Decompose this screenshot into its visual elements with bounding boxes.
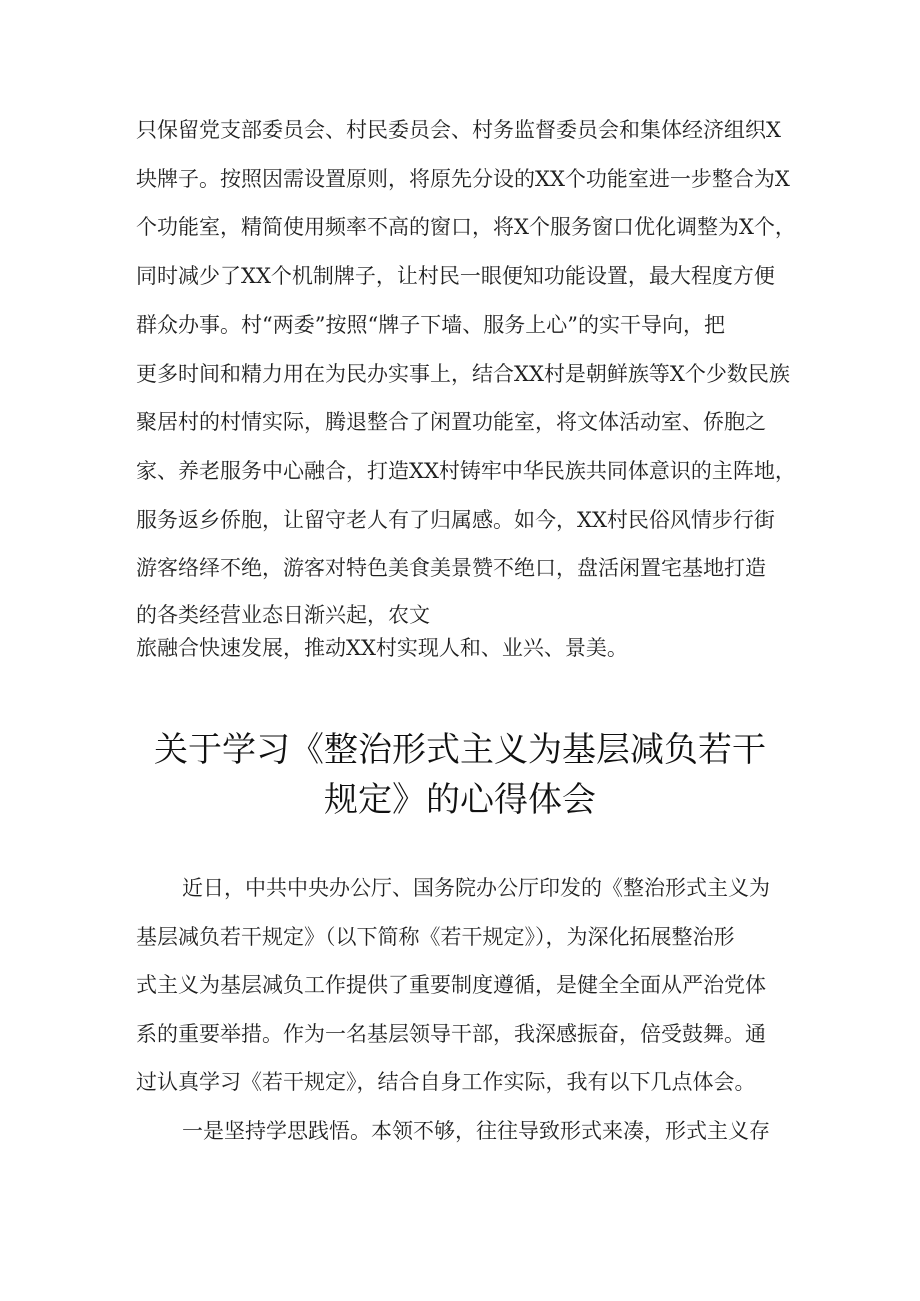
- paragraph-line: 同时减少了XX个机制牌子，让村民一眼便知功能设置，最大程度方便: [136, 264, 775, 288]
- paragraph-line: 聚居村的村情实际，腾退整合了闲置功能室，将文体活动室、侨胞之: [136, 410, 766, 434]
- paragraph-line: 的各类经营业态日渐兴起，农文: [136, 603, 430, 627]
- paragraph-line: 基层减负若干规定》（以下简称《若干规定》），为深化拓展整治形: [136, 925, 735, 949]
- paragraph-line: 群众办事。村“两委”按照“牌子下墙、服务上心”的实干导向，把: [136, 313, 725, 337]
- paragraph-line: 个功能室，精简使用频率不高的窗口，将X个服务窗口优化调整为X个，: [136, 215, 796, 239]
- paragraph-line: 系的重要举措。作为一名基层领导干部，我深感振奋，倍受鼓舞。通: [136, 1022, 766, 1046]
- paragraph-line: 更多时间和精力用在为民办实事上，结合XX村是朝鲜族等X个少数民族: [136, 362, 790, 386]
- paragraph-line: 近日，中共中央办公厅、国务院办公厅印发的《整治形式主义为: [182, 876, 770, 900]
- paragraph-line: 旅融合快速发展，推动XX村实现人和、业兴、景美。: [136, 636, 628, 660]
- paragraph-line: 只保留党支部委员会、村民委员会、村务监督委员会和集体经济组织X: [136, 118, 781, 142]
- paragraph-line: 块牌子。按照因需设置原则，将原先分设的XX个功能室进一步整合为X: [136, 167, 790, 191]
- paragraph-line: 服务返乡侨胞，让留守老人有了归属感。如今，XX村民俗风情步行街: [136, 508, 775, 532]
- article-title-line-2: 规定》的心得体会: [324, 780, 596, 820]
- article-title-line-1: 关于学习《整治形式主义为基层减负若干: [154, 730, 766, 770]
- paragraph-line: 家、养老服务中心融合，打造XX村铸牢中华民族共同体意识的主阵地，: [136, 459, 796, 483]
- paragraph-line: 一是坚持学思践悟。本领不够，往往导致形式来凑，形式主义存: [182, 1119, 770, 1143]
- paragraph-line: 式主义为基层减负工作提供了重要制度遵循，是健全全面从严治党体: [136, 973, 766, 997]
- paragraph-line: 游客络绎不绝，游客对特色美食美景赞不绝口，盘活闲置宅基地打造: [136, 556, 766, 580]
- paragraph-line: 过认真学习《若干规定》，结合自身工作实际，我有以下几点体会。: [136, 1070, 756, 1094]
